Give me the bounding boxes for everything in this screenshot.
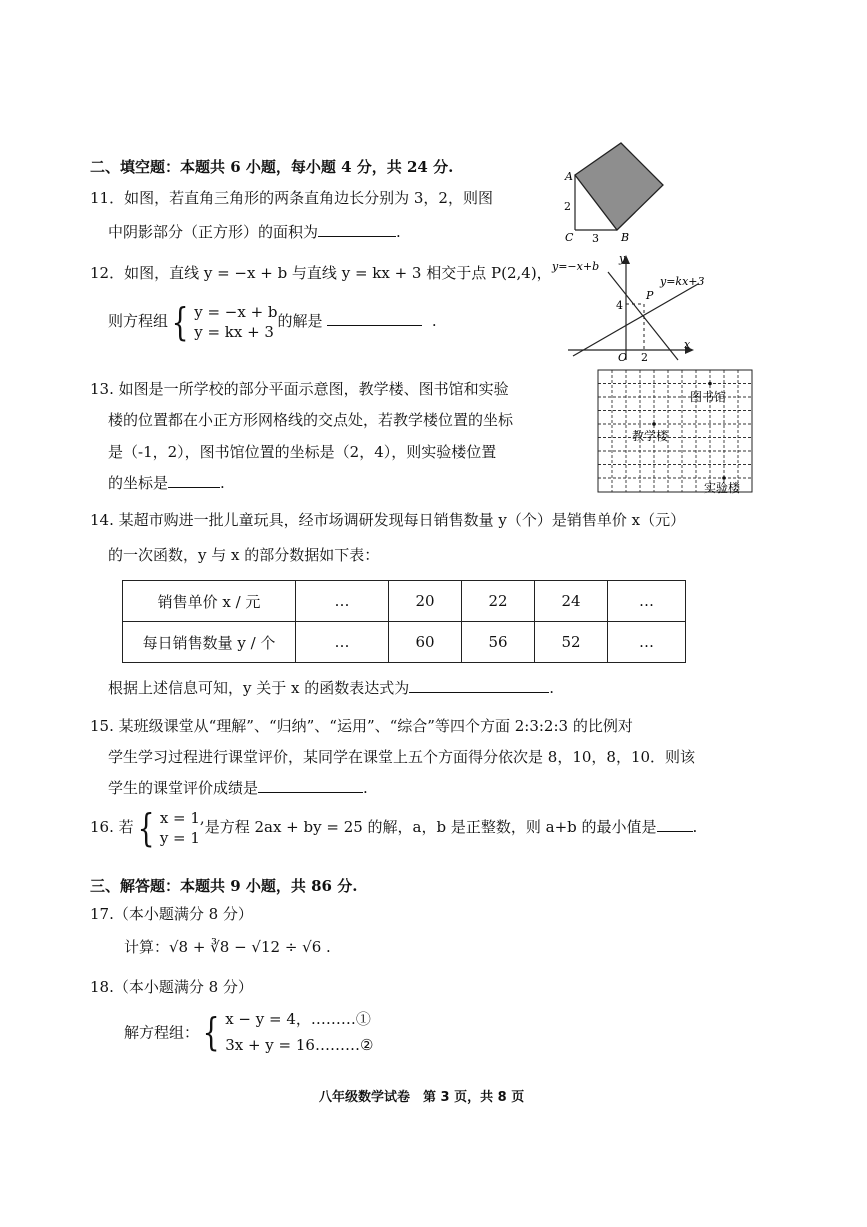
- table-cell: …: [608, 622, 686, 663]
- q16-system: [160, 808, 205, 848]
- q13-line1: 13. 如图是一所学校的部分平面示意图，教学楼、图书馆和实验: [90, 380, 509, 398]
- q13-teaching-dot: [652, 422, 656, 426]
- table-cell: 24: [535, 581, 608, 622]
- q11-line1: 11．如图，若直角三角形的两条直角边长分别为 3，2，则图: [90, 189, 493, 207]
- q16-answer-blank[interactable]: [657, 817, 693, 832]
- q14-after-text: 根据上述信息可知，y 关于 x 的函数表达式为: [108, 679, 410, 697]
- q15-line3: [108, 777, 368, 798]
- table-row: [123, 581, 686, 622]
- q12-label-p: P: [646, 289, 654, 302]
- q13-end: .: [220, 474, 225, 492]
- q12-label-l2: y=kx+3: [660, 275, 705, 288]
- q15-line2: 学生学习过程进行课堂评价，某同学在课堂上五个方面得分依次是 8，10，8，10．则该: [108, 748, 696, 766]
- q16-brace: {: [137, 806, 155, 850]
- table-cell: 销售单价 x / 元: [123, 581, 296, 622]
- q11-text: 中阴影部分（正方形）的面积为: [108, 223, 319, 241]
- page-footer: 八年级数学试卷 第 3 页，共 8 页: [319, 1090, 525, 1105]
- table-row: [123, 622, 686, 663]
- q14-end: .: [549, 679, 555, 697]
- q12-label-y: y: [619, 252, 626, 265]
- q13-label-teaching: 教学楼: [632, 429, 669, 443]
- q12-label-2: 2: [641, 351, 648, 364]
- q11-line2: [108, 221, 401, 242]
- q13-line2: 楼的位置都在小正方形网格线的交点处，若教学楼位置的坐标: [108, 411, 514, 429]
- q13-grid-border: [598, 370, 752, 492]
- q12-answer-blank[interactable]: [327, 311, 422, 326]
- section2-heading: 二、填空题：本题共 6 小题，每小题 4 分，共 24 分.: [90, 158, 454, 176]
- q13-lab-dot: [722, 476, 726, 480]
- q16-suffix: 是方程 2ax + by = 25 的解，a，b 是正整数，则 a+b 的最小值是: [204, 818, 657, 836]
- q13-answer-blank[interactable]: [168, 473, 220, 488]
- q12-line1: 12．如图，直线 y = −x + b 与直线 y = kx + 3 相交于点 P(2,4)，: [90, 264, 552, 282]
- q12-figure: [548, 252, 718, 364]
- q15-line1: 15. 某班级课堂从“理解”、“归纳”、“运用”、“综合”等四个方面 2:3:2:3 的比例对: [90, 717, 633, 735]
- q12-prefix: 则方程组: [108, 312, 169, 330]
- q13-library-dot: [708, 382, 712, 386]
- q14-after: [108, 677, 554, 698]
- table-cell: 52: [535, 622, 608, 663]
- q12-line-pos: [573, 284, 698, 356]
- q12-eq2: y = kx + 3: [194, 323, 274, 341]
- table-cell: 60: [389, 622, 462, 663]
- q17-title: 17.（本小题满分 8 分）: [90, 905, 253, 923]
- q18-eq1: x − y = 4，………①: [225, 1010, 371, 1028]
- q15-answer-blank[interactable]: [258, 778, 363, 793]
- q14-answer-blank[interactable]: [409, 678, 549, 693]
- q12-label-4: 4: [616, 299, 623, 312]
- q11-shaded-square: [575, 143, 663, 230]
- q14-line2: 的一次函数，y 与 x 的部分数据如下表：: [108, 546, 380, 564]
- q18-brace: {: [202, 1010, 220, 1054]
- q12-brace: {: [171, 300, 189, 344]
- table-cell: …: [608, 581, 686, 622]
- q18-eq2: 3x + y = 16………②: [225, 1036, 374, 1054]
- q16-eq2: y = 1: [159, 829, 200, 847]
- q13-grid-lines: [598, 370, 752, 492]
- q12-line2: [108, 302, 437, 342]
- table-cell: 22: [462, 581, 535, 622]
- q11-label-2: 2: [564, 200, 571, 213]
- q13-label-library: 图书馆: [690, 390, 727, 404]
- q13-line4: [108, 472, 225, 493]
- q13-line3: 是（-1，2），图书馆位置的坐标是（2，4），则实验楼位置: [108, 443, 497, 461]
- q16-prefix: 16. 若: [90, 818, 134, 836]
- q16-eq1: x = 1,: [159, 809, 205, 827]
- q12-label-o: O: [618, 351, 628, 364]
- q13-grid-figure: [596, 368, 762, 496]
- q12-system: [194, 302, 277, 342]
- table-cell: 每日销售数量 y / 个: [123, 622, 296, 663]
- table-cell: …: [296, 581, 389, 622]
- q18-prefix: 解方程组：: [124, 1023, 200, 1042]
- q15-text: 学生的课堂评价成绩是: [108, 779, 259, 797]
- q11-label-3: 3: [592, 232, 599, 245]
- q18-system: [225, 1006, 373, 1058]
- table-cell: …: [296, 622, 389, 663]
- q17-calc: 计算：√8 + ∛8 − √12 ÷ √6 .: [124, 938, 331, 956]
- q13-text: 的坐标是: [108, 474, 169, 492]
- q11-answer-blank[interactable]: [318, 222, 396, 237]
- q18-system-line: [124, 1006, 373, 1058]
- q12-label-x: x: [684, 338, 691, 351]
- q12-end: .: [431, 312, 437, 330]
- section3-heading: 三、解答题：本题共 9 小题，共 86 分.: [90, 877, 358, 895]
- q13-label-lab: 实验楼: [704, 481, 741, 495]
- q11-label-c: C: [565, 231, 574, 244]
- q11-label-a: A: [565, 170, 573, 183]
- q12-label-l1: y=−x+b: [552, 260, 600, 273]
- q12-suffix: 的解是: [277, 312, 323, 330]
- q16-end: .: [692, 818, 698, 836]
- q11-label-b: B: [621, 231, 630, 244]
- q12-eq1: y = −x + b: [194, 303, 278, 321]
- q14-line1: 14. 某超市购进一批儿童玩具，经市场调研发现每日销售数量 y（个）是销售单价 x（元）: [90, 511, 686, 529]
- q15-end: .: [363, 779, 368, 797]
- q18-title: 18.（本小题满分 8 分）: [90, 978, 253, 996]
- q16-line: [90, 808, 697, 848]
- q14-table: [122, 580, 686, 663]
- q11-end: .: [396, 223, 401, 241]
- q11-figure: [555, 138, 675, 248]
- table-cell: 20: [389, 581, 462, 622]
- table-cell: 56: [462, 622, 535, 663]
